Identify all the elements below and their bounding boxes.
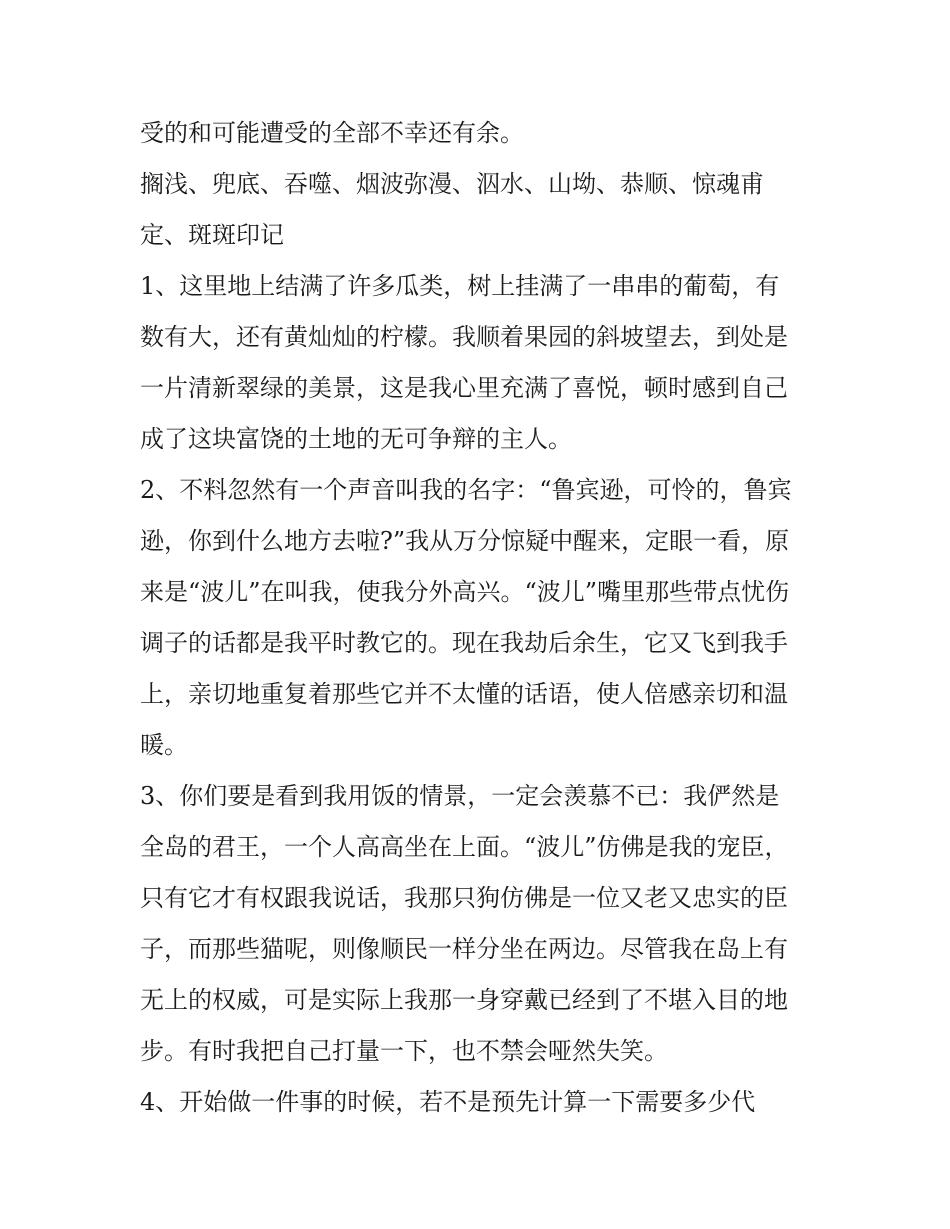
text-line-item-3: 只有它才有权跟我说话，我那只狗仿佛是一位又老又忠实的臣 bbox=[140, 884, 788, 912]
text-line-item-3: 3、你们要是看到我用饭的情景，一定会羡慕不已：我俨然是 bbox=[140, 782, 780, 810]
text-line-vocabulary: 定、斑斑印记 bbox=[140, 221, 284, 249]
text-line-continuation: 受的和可能遭受的全部不幸还有余。 bbox=[140, 119, 524, 147]
text-line-item-2: 逊，你到什么地方去啦?”我从万分惊疑中醒来，定眼一看，原 bbox=[140, 527, 790, 555]
text-line-item-1: 1、这里地上结满了许多瓜类，树上挂满了一串串的葡萄，有 bbox=[140, 272, 780, 300]
text-line-item-3: 步。有时我把自己打量一下，也不禁会哑然失笑。 bbox=[140, 1037, 668, 1065]
text-line-item-3: 全岛的君王，一个人高高坐在上面。“波儿”仿佛是我的宠臣， bbox=[140, 833, 789, 861]
text-line-item-1: 一片清新翠绿的美景，这是我心里充满了喜悦，顿时感到自己 bbox=[140, 374, 788, 402]
text-line-item-4: 4、开始做一件事的时候，若不是预先计算一下需要多少代 bbox=[140, 1088, 756, 1116]
text-line-item-2: 上，亲切地重复着那些它并不太懂的话语，使人倍感亲切和温 bbox=[140, 680, 788, 708]
document-text bbox=[140, 108, 830, 1128]
text-line-item-2: 2、不料忽然有一个声音叫我的名字：“鲁宾逊，可怜的，鲁宾 bbox=[140, 476, 792, 504]
text-line-item-2: 暖。 bbox=[140, 731, 188, 759]
text-line-vocabulary: 搁浅、兜底、吞噬、烟波弥漫、泅水、山坳、恭顺、惊魂甫 bbox=[140, 170, 764, 198]
text-line-item-1: 数有大，还有黄灿灿的柠檬。我顺着果园的斜坡望去，到处是 bbox=[140, 323, 788, 351]
text-line-item-2: 来是“波儿”在叫我，使我分外高兴。“波儿”嘴里那些带点忧伤 bbox=[140, 578, 790, 606]
text-line-item-3: 无上的权威，可是实际上我那一身穿戴已经到了不堪入目的地 bbox=[140, 986, 788, 1014]
text-line-item-1: 成了这块富饶的土地的无可争辩的主人。 bbox=[140, 425, 572, 453]
text-line-item-2: 调子的话都是我平时教它的。现在我劫后余生，它又飞到我手 bbox=[140, 629, 788, 657]
text-line-item-3: 子，而那些猫呢，则像顺民一样分坐在两边。尽管我在岛上有 bbox=[140, 935, 788, 963]
